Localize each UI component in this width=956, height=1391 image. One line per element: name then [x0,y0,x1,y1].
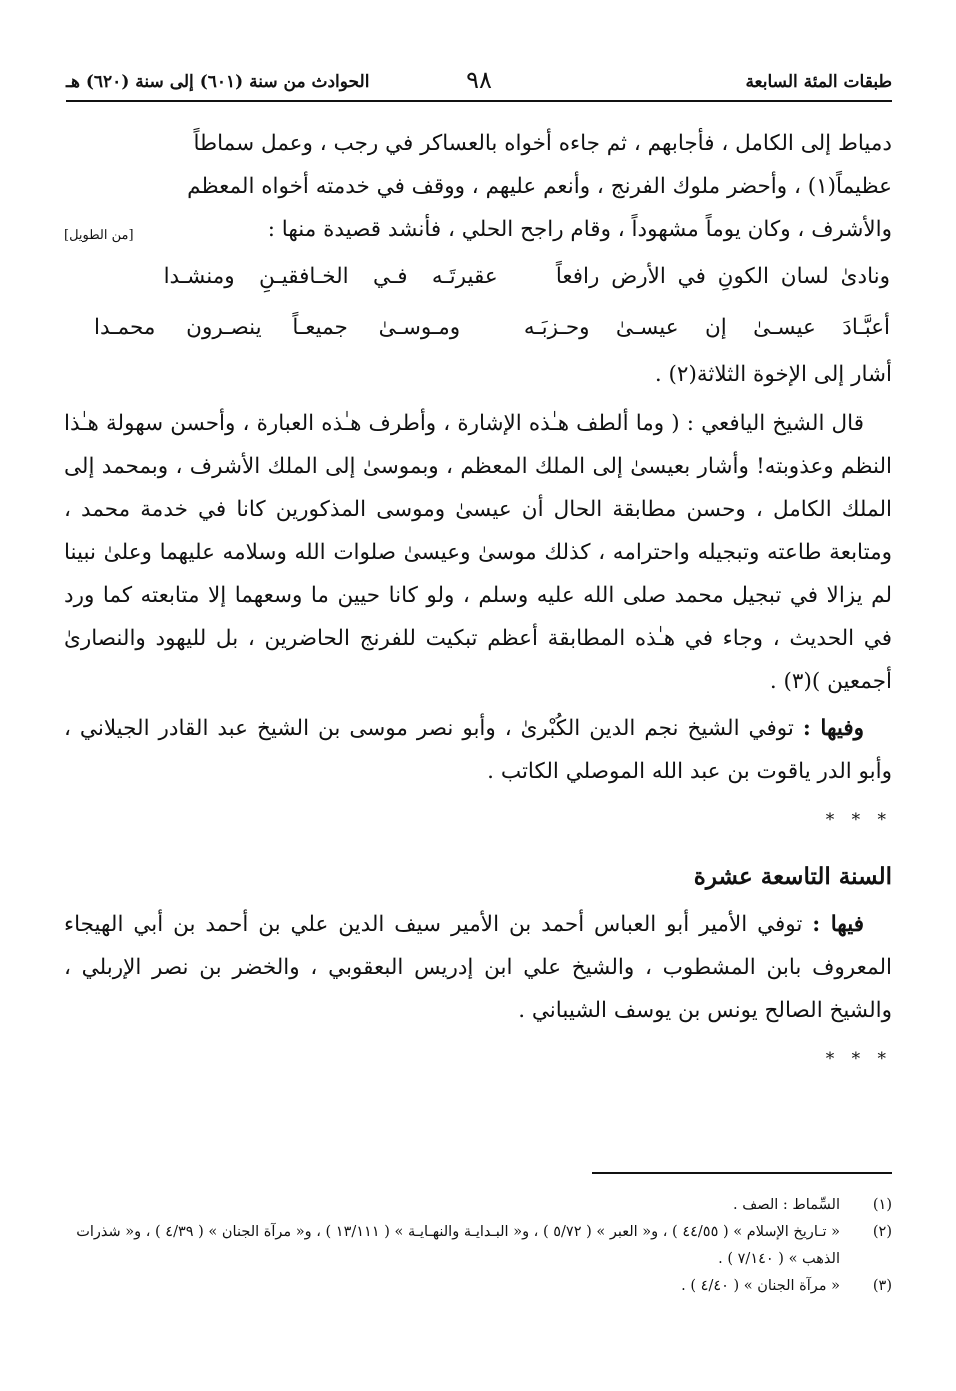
text-line: عظيماً(١) ، وأحضر ملوك الفرنج ، وأنعم عليهم ، ووقف في خدمته أخواه المعظم [187,174,892,199]
text-line-content: والأشرف ، وكان يوماً مشهوداً ، وقام راجح الحلي ، فأنشد قصيدة منها : [267,217,892,242]
footnote [64,1192,892,1219]
header-year-range: الحوادث من سنة (٦٠١) إلى سنة (٦٢٠) هـ [66,72,370,92]
text-line [64,208,892,251]
paragraph-content: توفي الشيخ نجم الدين الكُبْرىٰ ، وأبو نصر موسى بن الشيخ عبد القادر الجيلاني ، وأبو الدر ياقوت بن عبد الله الموصلي الكاتب . [64,716,892,784]
paragraph-deaths [64,707,892,793]
poem-verse [134,251,892,302]
footnote-number: (٣) [872,1278,892,1294]
section-separator: * * * [825,1049,892,1069]
footnote-number: (١) [872,1197,892,1213]
page-number: ٩٨ [466,66,492,94]
section-title: السنة التاسعة عشرة [693,863,892,890]
running-header [66,66,892,102]
paragraph-content: توفي الأمير أبو العباس أحمد بن الأمير سيف الدين علي بن أحمد بن أبي الهيجاء المعروف بابن المشطوب ، والشيخ علي ابن إدريس البعقوبي ، والخضر بن نصر الإربلي ، والشيخ الصالح يونس بن يوسف الشيباني . [64,912,892,1023]
paragraph-lead: وفيها : [802,716,864,741]
footnotes [64,1172,892,1300]
footnote-text: « تـاريخ الإسلام » ( ٤٤/٥٥ ) ، و« العبر » ( ٥/٧٢ ) ، و« البـدايـة والنهـايـة » ( ١٣/١١١ ) ، و« مرآة الجنان » ( ٤/٣٩ ) ، و« شذرات الذهب » ( ٧/١٤٠ ) . [76,1224,840,1267]
header-book-title: طبقات المئة السابعة [745,72,892,92]
verse-first-hemistich: أعبَّـادَ عيسـىٰ إن عيسـىٰ وحـزبَـه [523,315,890,340]
poetic-meter-label: [من الطويل] [64,228,134,243]
footnote-divider [592,1172,892,1174]
text-line: أشار إلى الإخوة الثلاثة(٢) . [654,362,892,387]
paragraph-yafii: قال الشيخ اليافعي : ( وما ألطف هـٰذه الإشارة ، وأطرف هـٰذه العبارة ، وأحسن سهولة هـٰذا النظم وعذوبته! وأشار بعيسىٰ إلى الملك المعظم ، وبموسىٰ إلى الملك الأشرف ، وبمحمد إلى الملك الكامل ، وحسن مطابقة الحال أن عيسىٰ وموسى المذكورين كانا في خدمة محمد ، ومتابعة طاعته وتبجيله واحترامه ، كذلك موسىٰ وعيسىٰ صلوات الله وسلامه عليهما وعلىٰ نبينا لم يزالا في تبجيل محمد صلى الله عليه وسلم ، ولو كانا حيين ما وسعهما إلا متابعته كما ورد في الحديث ، وجاء في هـٰذه المطابقة أعظم تبكيت للفرنج الحاضرين ، بل لليهود والنصارىٰ أجمعين )(٣) . [64,411,892,694]
main-text [64,122,892,1086]
verse-second-hemistich: عقيرتَـه فـي الخـافقيـنِ ومنشـدا [163,264,498,289]
footnote-number: (٢) [872,1224,892,1240]
verse-first-hemistich: ونادىٰ لسان الكونِ في الأرض رافعاً [555,264,890,289]
footnote [64,1219,892,1273]
footnote [64,1273,892,1300]
paragraph-year-19 [64,903,892,1032]
text-line: دمياط إلى الكامل ، فأجابهم ، ثم جاءه أخواه بالعساكر في رجب ، وعمل سماطاً [193,131,892,156]
footnote-text: « مرآة الجنان » ( ٤/٤٠ ) . [681,1278,840,1294]
verse-second-hemistich: ومـوسـىٰ جميعـاً ينصـرون محمـدا [94,315,461,340]
poem-verse [64,302,892,353]
paragraph-lead: فيها : [812,912,864,937]
footnote-text: السِّماط : الصف . [733,1197,840,1213]
section-separator: * * * [825,810,892,830]
